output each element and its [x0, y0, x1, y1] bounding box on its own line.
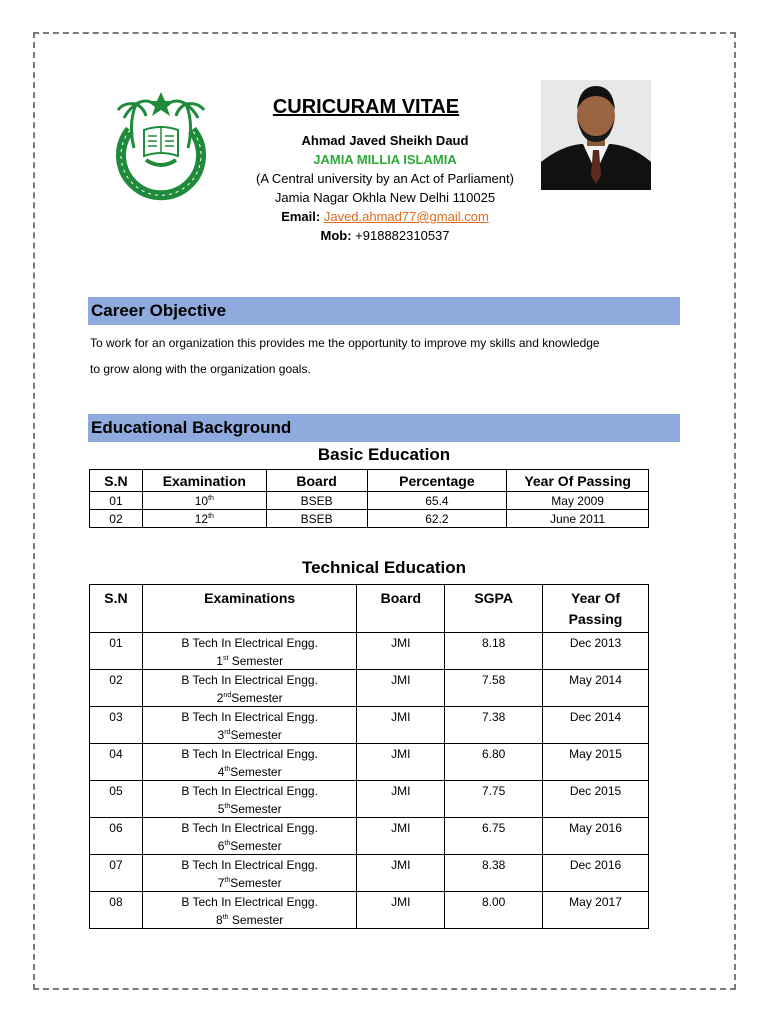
mobile-number: +918882310537 [355, 228, 450, 243]
examination-cell: B Tech In Electrical Engg. 4thSemester [142, 744, 357, 781]
board-cell: JMI [357, 633, 445, 670]
year-cell: May 2015 [543, 744, 649, 781]
year-cell: May 2014 [543, 670, 649, 707]
table-row [90, 492, 649, 510]
board-cell: JMI [357, 855, 445, 892]
examination-cell: B Tech In Electrical Engg. 5thSemester [142, 781, 357, 818]
board-cell: BSEB [266, 492, 367, 510]
table-row [90, 744, 649, 781]
column-header: Year Of Passing [507, 470, 649, 492]
table-header-row [90, 470, 649, 492]
examination-cell: B Tech In Electrical Engg. 1st Semester [142, 633, 357, 670]
basic-education-heading: Basic Education [317, 445, 451, 464]
year-cell: Dec 2015 [543, 781, 649, 818]
year-cell: June 2011 [507, 510, 649, 528]
document-title: CURICURAM VITAE [272, 96, 460, 118]
column-header: Percentage [367, 470, 507, 492]
email-label: Email: [281, 209, 321, 224]
year-cell: May 2009 [507, 492, 649, 510]
examination-cell: B Tech In Electrical Engg. 7thSemester [142, 855, 357, 892]
email-link[interactable]: Javed.ahmad77@gmail.com [323, 209, 489, 224]
column-header: Year Of Passing [543, 585, 649, 633]
year-cell: May 2016 [543, 818, 649, 855]
sn-cell: 07 [90, 855, 143, 892]
board-cell: JMI [357, 670, 445, 707]
board-cell: JMI [357, 818, 445, 855]
career-objective-line-1: To work for an organization this provides me the opportunity to improve my skills and knowledge [90, 336, 600, 350]
column-header: Board [357, 585, 445, 633]
table-header-row [90, 585, 649, 633]
email-line [200, 207, 570, 226]
year-cell: Dec 2016 [543, 855, 649, 892]
table-row [90, 670, 649, 707]
career-objective-line-2: to grow along with the organization goals. [90, 362, 311, 376]
header-block [200, 96, 570, 245]
sn-cell: 03 [90, 707, 143, 744]
sgpa-cell: 7.75 [445, 781, 543, 818]
table-row [90, 781, 649, 818]
board-cell: BSEB [266, 510, 367, 528]
sgpa-cell: 8.18 [445, 633, 543, 670]
year-cell: Dec 2013 [543, 633, 649, 670]
sn-cell: 04 [90, 744, 143, 781]
sn-cell: 06 [90, 818, 143, 855]
board-cell: JMI [357, 892, 445, 929]
sn-cell: 05 [90, 781, 143, 818]
examination-cell: B Tech In Electrical Engg. 2ndSemester [142, 670, 357, 707]
board-cell: JMI [357, 744, 445, 781]
board-cell: JMI [357, 707, 445, 744]
table-row [90, 633, 649, 670]
sn-cell: 02 [90, 510, 143, 528]
table-row [90, 855, 649, 892]
table-row [90, 818, 649, 855]
percentage-cell: 62.2 [367, 510, 507, 528]
examination-cell: B Tech In Electrical Engg. 8th Semester [142, 892, 357, 929]
table-row [90, 892, 649, 929]
board-cell: JMI [357, 781, 445, 818]
column-header: Board [266, 470, 367, 492]
address: Jamia Nagar Okhla New Delhi 110025 [274, 190, 496, 205]
exam-cell: 10th [142, 492, 266, 510]
sn-cell: 01 [90, 492, 143, 510]
column-header: Examinations [142, 585, 357, 633]
examination-cell: B Tech In Electrical Engg. 3rdSemester [142, 707, 357, 744]
column-header: S.N [90, 585, 143, 633]
university-note: (A Central university by an Act of Parliament) [256, 171, 514, 186]
career-objective-heading: Career Objective [88, 297, 680, 325]
person-name: Ahmad Javed Sheikh Daud [301, 133, 469, 148]
mobile-label: Mob: [320, 228, 352, 243]
column-header: SGPA [445, 585, 543, 633]
sgpa-cell: 7.38 [445, 707, 543, 744]
basic-education-table [89, 469, 649, 528]
column-header: S.N [90, 470, 143, 492]
year-cell: May 2017 [543, 892, 649, 929]
university-name: JAMIA MILLIA ISLAMIA [313, 152, 457, 167]
year-cell: Dec 2014 [543, 707, 649, 744]
column-header: Examination [142, 470, 266, 492]
sgpa-cell: 6.75 [445, 818, 543, 855]
technical-education-table [89, 584, 649, 929]
sn-cell: 01 [90, 633, 143, 670]
mobile-line [200, 226, 570, 245]
sgpa-cell: 7.58 [445, 670, 543, 707]
technical-education-heading: Technical Education [301, 558, 467, 577]
educational-background-heading: Educational Background [88, 414, 680, 442]
sgpa-cell: 8.00 [445, 892, 543, 929]
table-row [90, 510, 649, 528]
exam-cell: 12th [142, 510, 266, 528]
sn-cell: 02 [90, 670, 143, 707]
sgpa-cell: 6.80 [445, 744, 543, 781]
sgpa-cell: 8.38 [445, 855, 543, 892]
percentage-cell: 65.4 [367, 492, 507, 510]
sn-cell: 08 [90, 892, 143, 929]
examination-cell: B Tech In Electrical Engg. 6thSemester [142, 818, 357, 855]
table-row [90, 707, 649, 744]
